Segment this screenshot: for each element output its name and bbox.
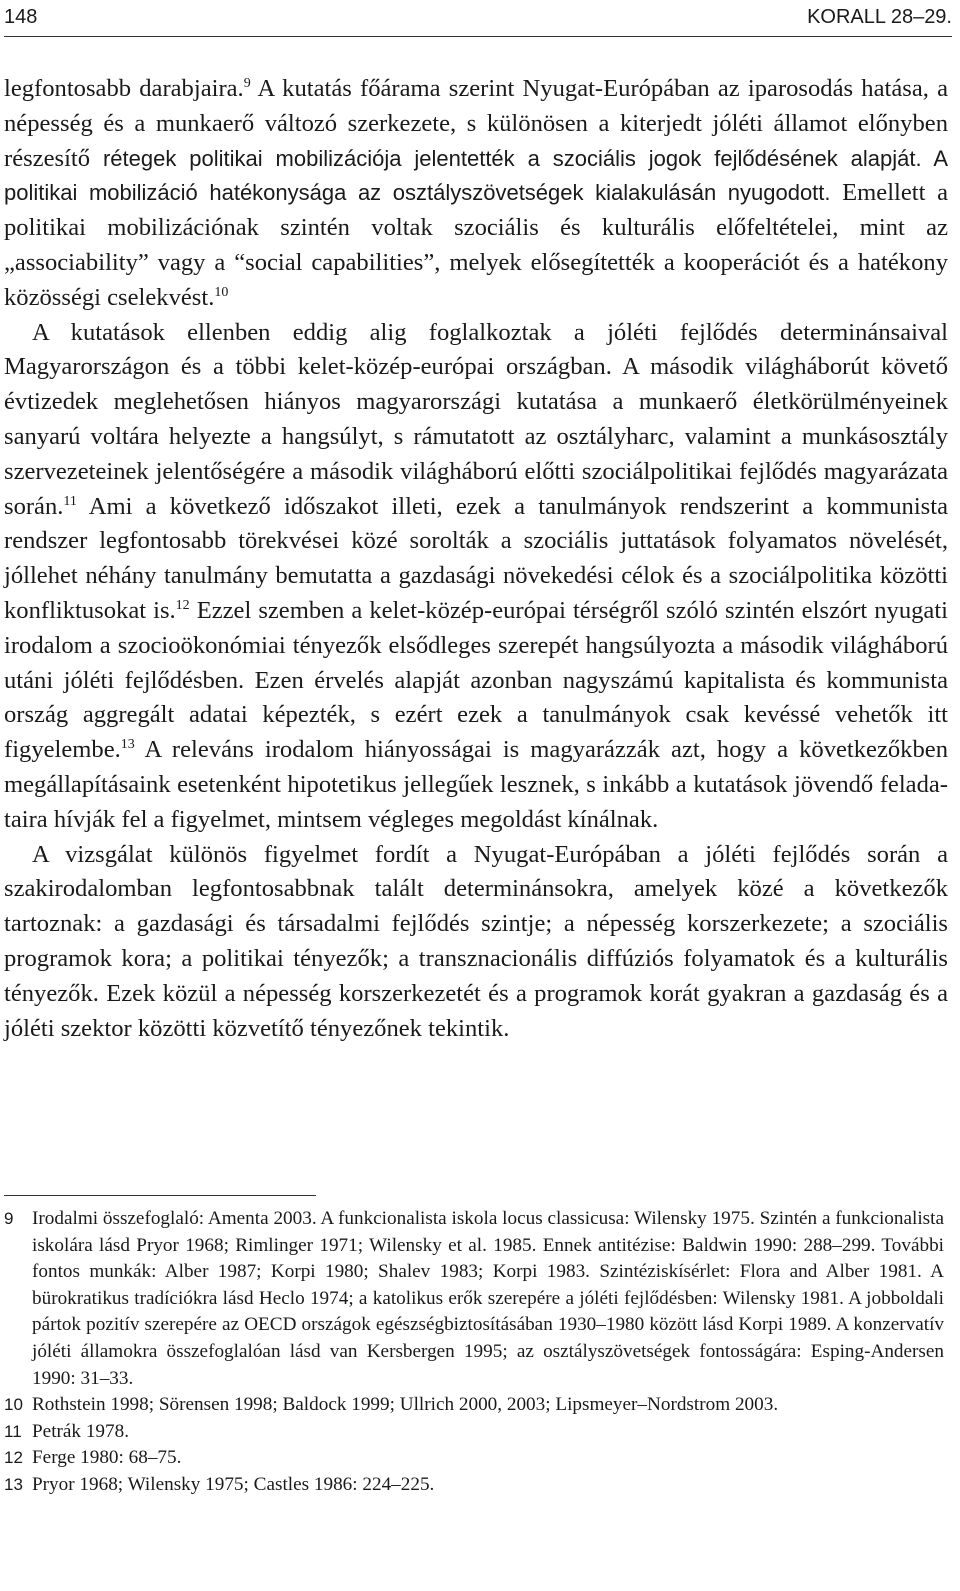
paragraph-3: A vizsgálat különös figyelmet fordít a Nyugat-Európában a jóléti fejlődés során a szakirodalomban legfontosabbnak talált determinánsokra, amelyek közé a következők tartoznak: a gazdasági és társadalmi fejlődés szintje; a népesség korszerkezete; a szociális programok kora; a politikai tényezők; a transznacionális diffúziós folyamatok és a kulturális tényezők. Ezek közül a népesség korszerkezetét és a programok korát gyakran a gazdaság és a jóléti szektor közötti közvetítő tényezőnek tekintik. [4, 840, 948, 1042]
footnote-text: Pryor 1968; Wilensky 1975; Castles 1986: 224–225. [32, 1473, 435, 1495]
text-run: Ami a következő időszakot illeti, ezek a tanulmányok rendszerint a kommunista rendszer legfontosabb törekvései közé sorolták a szociális juttatások folyamatos növelését, jóllehet néhány tanulmány bemutatta a gazdasági növekedési célok és a szociálpolitika közötti konfliktusokat is. [4, 492, 948, 624]
footnote-text: Ferge 1980: 68–75. [32, 1447, 182, 1469]
text-run: A releváns irodalom hiányosságai is magyarázzák azt, hogy a következőkben megállapításaink esetenként hipotetikus jellegűek lesznek, s inkább a kutatások jövendő feladataira hívják fel a figyelmet, mintsem végleges megoldást kínálnak. [4, 736, 948, 833]
footnote-rule [4, 1195, 316, 1196]
footnote-ref-11[interactable]: 11 [63, 493, 77, 509]
paragraph-1 [4, 72, 948, 316]
header-rule [4, 36, 952, 37]
footnote-number: 13 [4, 1474, 23, 1494]
journal-title: KORALL 28–29. [807, 6, 952, 28]
footnote-number: 12 [4, 1448, 23, 1468]
text-run: Emellett a politikai mobilizációnak szintén voltak szociális és kulturális előfeltételei, mint az „associability” vagy a “social capabilities”, melyek elősegítették a kooperációt és a hatékony közösségi cselekvést. [4, 179, 948, 311]
footnote-12 [4, 1445, 944, 1472]
footnotes [4, 1206, 944, 1499]
text-run: A kutatás főárama szerint Nyugat-Európában az iparosodás hatása, a népesség és a munkaerő változó szerkezete, s különösen a kiterjedt jóléti államot előnyben részesítő [4, 75, 948, 172]
text-run-sans: rétegek politikai mobilizációja jelentették a szociális jogok fejlődésének alapját. A politikai mobilizáció hatékonysága az osztályszövetségek kialakulásán nyugodott. [4, 145, 948, 206]
footnote-ref-12[interactable]: 12 [175, 597, 190, 613]
footnote-number: 9 [4, 1209, 14, 1228]
running-header [4, 0, 952, 36]
main-text [4, 72, 948, 1046]
footnote-ref-10[interactable]: 10 [214, 284, 229, 300]
footnote-text: Rothstein 1998; Sörensen 1998; Baldock 1999; Ullrich 2000, 2003; Lipsmeyer–Nordstrom 2003. [32, 1394, 779, 1416]
footnote-number: 10 [4, 1395, 23, 1415]
text-run: Ezzel szemben a kelet-közép-európai térségről szóló szintén elszórt nyugati irodalom a szocioökonómiai tényezők elsődleges szerepét hangsúlyozta a második világháború utáni jóléti fejlődésben. Ezen érvelés alapját azonban nagyszámú kapitalista és kommunista ország aggregált adatai képezték, s ezért ezek a tanulmányok csak kevéssé vehetők itt figyelembe. [4, 596, 949, 764]
footnote-11 [4, 1419, 944, 1446]
footnote-13 [4, 1472, 944, 1499]
paragraph-2 [4, 316, 948, 838]
text-run: A kutatások ellenben eddig alig foglalkoztak a jóléti fejlődés determinánsaival Magyarországon és a többi kelet-közép-európai országban. A második világháborút követő évtizedek meglehetősen hiányos magyarországi kutatása a munkaerő életkörülményeinek sanyarú voltára helyezte a hangsúlyt, s rámutatott az osztályharc, valamint a munkásosztály szervezeteinek jelentőségére a második világháború előtti szociálpolitikai fejlődés magyarázata során. [4, 318, 948, 520]
footnote-number: 11 [4, 1421, 22, 1441]
footnote-10 [4, 1392, 944, 1419]
footnote-text: Petrák 1978. [32, 1420, 129, 1442]
footnote-ref-13[interactable]: 13 [120, 736, 135, 752]
page-number: 148 [4, 6, 38, 28]
footnote-9 [4, 1206, 944, 1392]
text-run: legfontosabb darabjaira. [4, 75, 244, 102]
footnote-text: Irodalmi összefoglaló: Amenta 2003. A funkcionalista iskola locus classicusa: Wilensky 1975. Szintén a funkcionalista iskolára lásd Pryor 1968; Rimlinger 1971; Wilensky et al. 1985. Ennek antitézise: Baldwin 1990: 288–299. További fontos munkák: Alber 1987; Korpi 1980; Shalev 1983; Korpi 1983. Szintéziskísérlet: Flora and Alber 1981. A bürokratikus tradíciókra lásd Heclo 1974; a katolikus erők szerepére a jóléti fejlődésben: Wilensky 1981. A jobboldali pártok pozitív szerepére az OECD országok egészségbiztosításában 1930–1980 között lásd Korpi 1989. A konzervatív jóléti államokra összefoglalóan lásd van Kersbergen 1995; az osztályszövetségek fontosságára: Esping-Andersen 1990: 31–33. [32, 1208, 944, 1389]
footnote-ref-9[interactable]: 9 [243, 75, 251, 91]
